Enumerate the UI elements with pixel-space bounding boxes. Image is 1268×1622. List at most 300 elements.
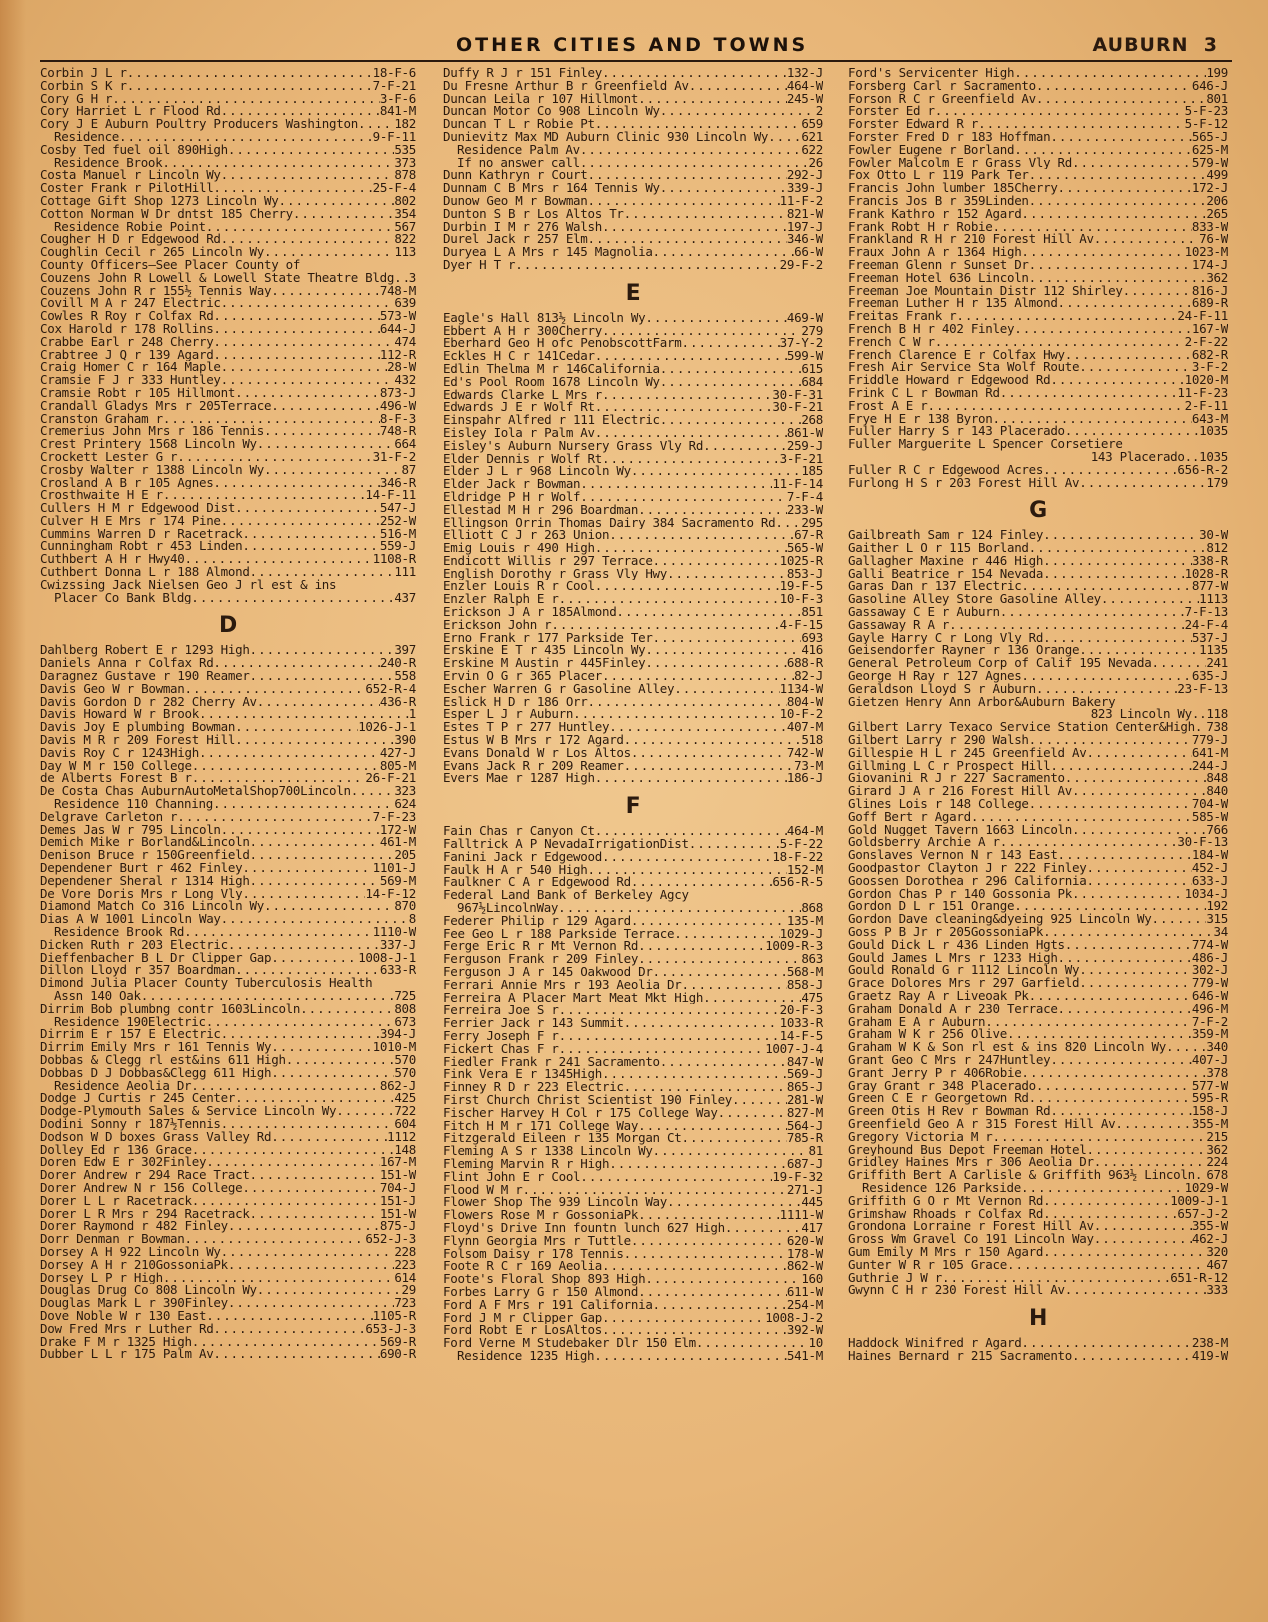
- directory-listing: [848, 785, 1228, 798]
- listing-name: Delgrave Carleton r: [40, 810, 178, 824]
- phone-number: 863: [801, 953, 823, 966]
- leader-dots: [192, 1336, 380, 1349]
- directory-listing: [443, 593, 823, 606]
- phone-number: 516-M: [379, 527, 416, 541]
- phone-number: 816-J: [1191, 284, 1228, 298]
- leader-dots: [221, 913, 409, 926]
- leader-dots: [559, 1030, 780, 1043]
- phone-number: 3-F-2: [1191, 361, 1228, 375]
- leader-dots: [228, 1220, 380, 1233]
- directory-listing: [40, 1310, 416, 1323]
- leader-dots: [163, 413, 380, 426]
- listing-name: Edwards Clarke L Mrs r: [443, 388, 602, 402]
- listing-name: Ferguson J A r 145 Oakwood Dr: [443, 966, 653, 979]
- directory-listing: [443, 979, 823, 992]
- leader-dots: [935, 336, 1185, 349]
- phone-number: 821-W: [786, 207, 823, 221]
- phone-number: 29-F-2: [779, 258, 823, 272]
- listing-name: Estes T P r 277 Huntley: [443, 721, 610, 735]
- phone-number: 833-W: [1191, 220, 1228, 234]
- phone-number: 873-J: [379, 386, 416, 400]
- leader-dots: [191, 592, 394, 605]
- listing-name: Frye H E r 138 Byron: [848, 412, 993, 426]
- phone-number: 445: [801, 1196, 823, 1210]
- leader-dots: [199, 708, 409, 721]
- directory-listing: [848, 93, 1228, 106]
- directory-listing: [443, 555, 823, 568]
- listing-name: Gillespie H L r 245 Greenfield Av: [848, 746, 1087, 760]
- listing-name: Erickson John r: [443, 618, 552, 632]
- directory-listing: [40, 1067, 416, 1080]
- directory-listing: [848, 836, 1228, 849]
- leader-dots: [1043, 926, 1213, 939]
- leader-dots: [942, 1272, 1170, 1285]
- directory-listing: [443, 1260, 823, 1273]
- phone-number: 18-F-6: [372, 67, 416, 80]
- phone-number: 167-M: [379, 1156, 416, 1170]
- leader-dots: [1029, 195, 1207, 208]
- directory-listing: [443, 1196, 823, 1209]
- phone-number: 868: [801, 902, 823, 915]
- listing-name: Dodson W D boxes Grass Valley Rd: [40, 1130, 272, 1144]
- leader-dots: [580, 1171, 772, 1184]
- phone-number: 657-J-2: [1177, 1207, 1228, 1221]
- directory-listing: [443, 195, 823, 208]
- phone-number: 1033-R: [779, 1017, 823, 1030]
- phone-number: 585-W: [1191, 810, 1228, 824]
- phone-number: 486-J: [1191, 951, 1228, 965]
- listing-name: Fiedler Frank r 241 Sacramento: [443, 1055, 660, 1069]
- listing-name: Eisley's Auburn Nursery Grass Vly Rd: [443, 439, 704, 453]
- leader-dots: [1043, 464, 1177, 477]
- listing-name: Crockett Lester G r: [40, 450, 178, 464]
- leader-dots: [1021, 1182, 1185, 1195]
- leader-dots: [1029, 990, 1192, 1003]
- directory-listing: [848, 798, 1228, 811]
- directory-listing: [848, 387, 1228, 400]
- listing-name: Freeman Luther H r 135 Almond: [848, 297, 1058, 311]
- leader-dots: [358, 118, 394, 131]
- phone-number: 541-M: [786, 1349, 823, 1363]
- directory-listing: [848, 593, 1228, 606]
- phone-number: 853-J: [786, 567, 823, 581]
- listing-name: Gaither L O r 115 Borland: [848, 542, 1029, 555]
- phone-number: 1112: [387, 1130, 416, 1144]
- listing-name: Goldsberry Archie A r: [848, 836, 1000, 850]
- leader-dots: [588, 169, 787, 182]
- leader-dots: [1007, 1028, 1192, 1041]
- directory-listing: [443, 80, 823, 93]
- leader-dots: [718, 1107, 787, 1120]
- directory-listing: [40, 1041, 416, 1054]
- leader-dots: [609, 1158, 787, 1171]
- directory-listing: [40, 772, 416, 785]
- directory-listing: [40, 259, 416, 272]
- phone-number: 240-R: [379, 657, 416, 671]
- listing-name: Day W M r 150 College: [40, 759, 192, 773]
- phone-number: 690-R: [379, 1348, 416, 1362]
- phone-number: 635-J: [1191, 670, 1228, 683]
- directory-listing: [40, 1118, 416, 1131]
- listing-name: Ferreira A Placer Mart Meat Mkt High: [443, 991, 704, 1005]
- listing-name: Friddle Howard r Edgewood Rd: [848, 374, 1051, 387]
- listing-name: Gridley Haines Mrs r 306 Aeolia Dr: [848, 1156, 1094, 1170]
- listing-name: Erskine M Austin r 445Finley: [443, 657, 646, 671]
- directory-listing: [40, 118, 416, 131]
- phone-number: 537-J: [1191, 631, 1228, 645]
- listing-name: Fickert Chas F r: [443, 1042, 559, 1056]
- leader-dots: [602, 389, 772, 402]
- phone-number: 565-J: [1191, 130, 1228, 144]
- phone-number: 1007-J-4: [765, 1042, 823, 1056]
- phone-number: 259-J: [786, 439, 823, 453]
- directory-listing: [848, 361, 1228, 374]
- section-letter: G: [1029, 498, 1047, 524]
- listing-name: French C W r: [848, 335, 935, 349]
- phone-number: 518: [801, 734, 823, 747]
- directory-listing: [848, 1003, 1228, 1016]
- directory-listing: [848, 349, 1228, 362]
- directory-listing: [40, 361, 416, 374]
- directory-listing: [848, 1105, 1228, 1118]
- phone-number: 1113: [1199, 593, 1228, 607]
- leader-dots: [271, 285, 380, 298]
- listing-name: Cullers H M r Edgewood Dist: [40, 502, 236, 515]
- listing-name: Enzler Louis R r Cool: [443, 580, 595, 594]
- directory-listing: [40, 1105, 416, 1118]
- phone-number: 1035: [1199, 425, 1228, 439]
- phone-number: 656-R-2: [1177, 463, 1228, 477]
- leader-dots: [250, 849, 395, 862]
- leader-dots: [674, 928, 779, 941]
- phone-number: 693: [801, 631, 823, 645]
- leader-dots: [1079, 977, 1192, 990]
- directory-listing: [443, 1273, 823, 1286]
- directory-listing: [40, 644, 416, 657]
- phone-number: 151-W: [379, 1207, 416, 1221]
- directory-listing: [443, 915, 823, 928]
- listing-name: Freeman Glenn r Sunset Dr: [848, 258, 1029, 272]
- listing-name: Davis Gordon D r 282 Cherry Av: [40, 695, 257, 709]
- phone-number: 870: [394, 900, 416, 914]
- directory-listing: [848, 1028, 1228, 1041]
- listing-name: Residence 190Electric: [54, 1015, 206, 1029]
- leader-dots: [1072, 888, 1185, 901]
- leader-dots: [1043, 529, 1199, 542]
- leader-dots: [609, 529, 794, 542]
- leader-dots: [213, 349, 379, 362]
- leader-dots: [638, 953, 801, 966]
- directory-listing: [848, 644, 1228, 657]
- leader-dots: [394, 272, 409, 285]
- phone-number: 7-F-23: [372, 810, 416, 824]
- phone-number: 25-F-4: [372, 182, 416, 195]
- directory-listing: [40, 144, 416, 157]
- directory-listing: [40, 683, 416, 696]
- phone-number: 81: [808, 1145, 823, 1158]
- leader-dots: [1050, 1054, 1192, 1067]
- leader-dots: [1050, 131, 1192, 144]
- leader-dots: [221, 233, 395, 246]
- directory-listing: [40, 913, 416, 926]
- directory-listing: [848, 105, 1228, 118]
- listing-name: Fitzgerald Eileen r 135 Morgan Ct: [443, 1132, 682, 1146]
- listing-name: If no answer call: [457, 156, 580, 170]
- phone-number: 244-J: [1191, 759, 1228, 773]
- phone-number: 7-F-21: [372, 79, 416, 93]
- phone-number: 167-W: [1191, 322, 1228, 336]
- phone-number: 14-F-12: [365, 887, 416, 901]
- phone-number: 34: [1213, 926, 1228, 939]
- leader-dots: [1029, 272, 1207, 285]
- phone-number: 254-M: [786, 1298, 823, 1312]
- directory-listing: [40, 208, 416, 221]
- leader-dots: [558, 902, 801, 915]
- leader-dots: [185, 553, 373, 566]
- listing-name: Coughlin Cecil r 265 Lincoln Wy: [40, 246, 264, 259]
- listing-name: Fee Geo L r 188 Parkside Terrace: [443, 927, 675, 941]
- phone-number: 186-J: [786, 772, 823, 786]
- phone-number: 7-F-13: [1184, 606, 1228, 619]
- directory-listing: [40, 811, 416, 824]
- leader-dots: [185, 683, 366, 696]
- phone-number: 320: [1206, 1245, 1228, 1259]
- phone-number: 841-M: [379, 105, 416, 119]
- leader-dots: [206, 1310, 372, 1323]
- phone-number: 569-M: [379, 874, 416, 888]
- directory-listing: [443, 182, 823, 195]
- phone-number: 160: [801, 1273, 823, 1286]
- directory-listing: [40, 438, 416, 451]
- listing-name: Gray Grant r 348 Placerado: [848, 1079, 1036, 1093]
- phone-number: 1101-J: [372, 862, 416, 875]
- leader-dots: [1065, 349, 1192, 362]
- leader-dots: [689, 80, 787, 93]
- leader-dots: [177, 811, 372, 824]
- phone-number: 11-F-14: [772, 478, 823, 491]
- listing-name: Drake F M r 1325 High: [40, 1335, 192, 1349]
- directory-listing: [848, 657, 1228, 670]
- phone-number: 174-J: [1191, 258, 1228, 272]
- listing-name: Craig Homer C r 164 Maple: [40, 361, 221, 375]
- directory-listing: [443, 747, 823, 760]
- listing-name: First Church Christ Scientist 190 Finley: [443, 1093, 733, 1107]
- phone-number: 362: [1206, 271, 1228, 285]
- phone-number: 281-W: [786, 1093, 823, 1107]
- leader-dots: [1021, 246, 1184, 259]
- listing-name: Dow Fred Mrs r Luther Rd: [40, 1322, 214, 1336]
- listing-name: Durel Jack r 257 Elm: [443, 233, 588, 247]
- section-letter: H: [1028, 1306, 1048, 1332]
- directory-listing: [848, 1067, 1228, 1080]
- leader-dots: [1115, 1118, 1192, 1131]
- directory-listing: [40, 297, 416, 310]
- leader-dots: [286, 1054, 395, 1067]
- leader-dots: [206, 1016, 395, 1029]
- phone-number: 620-W: [786, 1234, 823, 1248]
- phone-number: 1: [408, 708, 416, 722]
- directory-listing: [848, 721, 1228, 734]
- phone-number: 29: [401, 1284, 416, 1298]
- leader-dots: [213, 477, 379, 490]
- phone-number: 432: [394, 374, 416, 387]
- phone-number: 373: [394, 156, 416, 170]
- leader-dots: [580, 157, 809, 170]
- leader-dots: [141, 990, 395, 1003]
- leader-dots: [271, 400, 380, 413]
- leader-dots: [653, 966, 787, 979]
- phone-number: 568-M: [786, 966, 823, 979]
- listing-continuation: [848, 708, 1228, 721]
- listing-name: Grimshaw Rhoads r Colfax Rd: [848, 1207, 1044, 1221]
- phone-number: 73-M: [794, 759, 823, 773]
- phone-number: 30-F-21: [772, 401, 823, 415]
- phone-number: 805-M: [379, 759, 416, 773]
- phone-number: 30-W: [1199, 529, 1228, 543]
- listing-name: Davis Joy E plumbing Bowman: [40, 721, 236, 735]
- listing-continuation: [848, 448, 1228, 464]
- directory-listing: [443, 312, 823, 325]
- phone-number: 748-R: [379, 425, 416, 439]
- directory-listing: [848, 619, 1228, 632]
- directory-listing: [443, 580, 823, 593]
- listing-name: Haddock Winifred r Agard: [848, 1337, 1022, 1350]
- phone-number: 802: [394, 194, 416, 208]
- listing-name: Fuller R C r Edgewood Acres: [848, 463, 1044, 477]
- listing-name: Griffith Bert A Carlisle & Griffith 963½ Lincoln: [848, 1169, 1195, 1182]
- leader-dots: [235, 387, 380, 400]
- phone-number: 112-R: [379, 348, 416, 362]
- listing-name: English Dorothy r Grass Vly Hwy: [443, 567, 667, 581]
- leader-dots: [250, 644, 395, 657]
- phone-number: 182: [394, 118, 416, 131]
- leader-dots: [1021, 1337, 1191, 1350]
- listing-name: Cramsie Robt r 105 Hillmont: [40, 386, 236, 400]
- leader-dots: [264, 246, 394, 259]
- directory-listing: [40, 734, 416, 747]
- listing-name: Grant Geo C Mrs r 247Huntley: [848, 1053, 1051, 1067]
- listing-name: Emig Louis r 490 High: [443, 542, 595, 555]
- listing-name: Dillon Lloyd r 357 Boardman: [40, 964, 236, 978]
- leader-dots: [616, 606, 801, 619]
- leader-dots: [1043, 1195, 1170, 1208]
- phone-number: 633-J: [1191, 874, 1228, 888]
- listing-name: Placer Co Bank Bldg: [54, 591, 192, 605]
- directory-listing: [443, 1030, 823, 1043]
- listing-name: Fresh Air Service Sta Wolf Route: [848, 361, 1080, 375]
- leader-dots: [1094, 1220, 1192, 1233]
- directory-listing: [443, 696, 823, 709]
- directory-listing: [443, 772, 823, 785]
- phone-number: 1105-R: [372, 1309, 416, 1323]
- leader-dots: [213, 323, 379, 336]
- phone-number: 11-F-2: [779, 194, 823, 208]
- phone-number: 625-M: [1191, 143, 1228, 157]
- phone-number: 535: [394, 143, 416, 157]
- directory-listing: [40, 528, 416, 541]
- leader-dots: [1043, 632, 1192, 645]
- listing-name: Cory G H r: [40, 92, 113, 106]
- leader-dots: [206, 1156, 380, 1169]
- directory-listing: [848, 1233, 1228, 1246]
- leader-dots: [242, 862, 372, 875]
- directory-listing: [40, 1182, 416, 1195]
- listing-name: Gallagher Maxine r 446 High: [848, 554, 1044, 568]
- leader-dots: [221, 1246, 395, 1259]
- phone-number: 652-R-4: [365, 682, 416, 696]
- directory-listing: [443, 1337, 823, 1350]
- listing-name: Fowler Malcolm E r Grass Vly Rd: [848, 156, 1072, 170]
- directory-listing: [443, 221, 823, 234]
- listing-name: Culver H E Mrs r 174 Pine: [40, 514, 221, 528]
- phone-number: 2-F-11: [1184, 399, 1228, 413]
- listing-name: Ford's Servicenter High: [848, 67, 1015, 80]
- phone-number: 419-W: [1191, 1349, 1228, 1363]
- listing-name: Dunnam C B Mrs r 164 Tennis Wy: [443, 182, 660, 195]
- leader-dots: [1086, 747, 1191, 760]
- listing-name: Dorer Raymond r 482 Finley: [40, 1220, 228, 1234]
- leader-dots: [235, 1092, 394, 1105]
- directory-listing: [443, 363, 823, 376]
- phone-number: 565-W: [786, 542, 823, 555]
- phone-number: 682-R: [1191, 348, 1228, 362]
- leader-dots: [638, 1120, 787, 1133]
- phone-number: 152-M: [786, 863, 823, 877]
- directory-listing: [443, 940, 823, 953]
- leader-dots: [1014, 323, 1192, 336]
- listing-name: Forster Ed r: [848, 105, 935, 119]
- leader-dots: [985, 1016, 1192, 1029]
- listing-name: Cunningham Robt r 453 Linden: [40, 540, 243, 554]
- listing-name: Assn 140 Oak: [54, 989, 141, 1003]
- leader-dots: [213, 1348, 379, 1361]
- leader-dots: [162, 157, 394, 170]
- leader-dots: [602, 67, 787, 80]
- directory-listing: [443, 992, 823, 1005]
- listing-name: Cremerius John Mrs r 186 Tennis: [40, 425, 264, 439]
- listing-name: Erickson J A r 185Almond: [443, 606, 617, 619]
- leader-dots: [192, 772, 366, 785]
- phone-number: 19-F-5: [779, 580, 823, 594]
- directory-listing: [40, 131, 416, 144]
- phone-number: 646-W: [1191, 989, 1228, 1003]
- directory-listing: [443, 1235, 823, 1248]
- phone-number: 8-F-3: [379, 412, 416, 426]
- listing-column-2: [443, 67, 823, 1363]
- listing-name: Edwards J E r Wolf Rt: [443, 401, 595, 415]
- directory-listing: [443, 1286, 823, 1299]
- directory-listing: [848, 811, 1228, 824]
- phone-number: 573-W: [379, 310, 416, 323]
- leader-dots: [580, 491, 787, 504]
- leader-dots: [221, 169, 395, 182]
- section-letter: E: [625, 280, 641, 306]
- listing-name: Ellestad M H r 296 Boardman: [443, 503, 639, 517]
- leader-dots: [1021, 1067, 1206, 1080]
- leader-dots: [119, 131, 373, 144]
- leader-dots: [271, 952, 358, 965]
- leader-dots: [602, 221, 787, 234]
- listing-name: Daniels Anna r Colfax Rd: [40, 657, 214, 671]
- listing-name: Cranston Graham r: [40, 412, 163, 426]
- directory-listing: [443, 851, 823, 864]
- leader-dots: [595, 580, 780, 593]
- directory-listing: [848, 1169, 1228, 1182]
- directory-listing: [443, 529, 823, 542]
- phone-number: 461-M: [379, 836, 416, 850]
- listing-name: Elliott C J r 263 Union: [443, 529, 610, 543]
- phone-number: 723: [394, 1297, 416, 1310]
